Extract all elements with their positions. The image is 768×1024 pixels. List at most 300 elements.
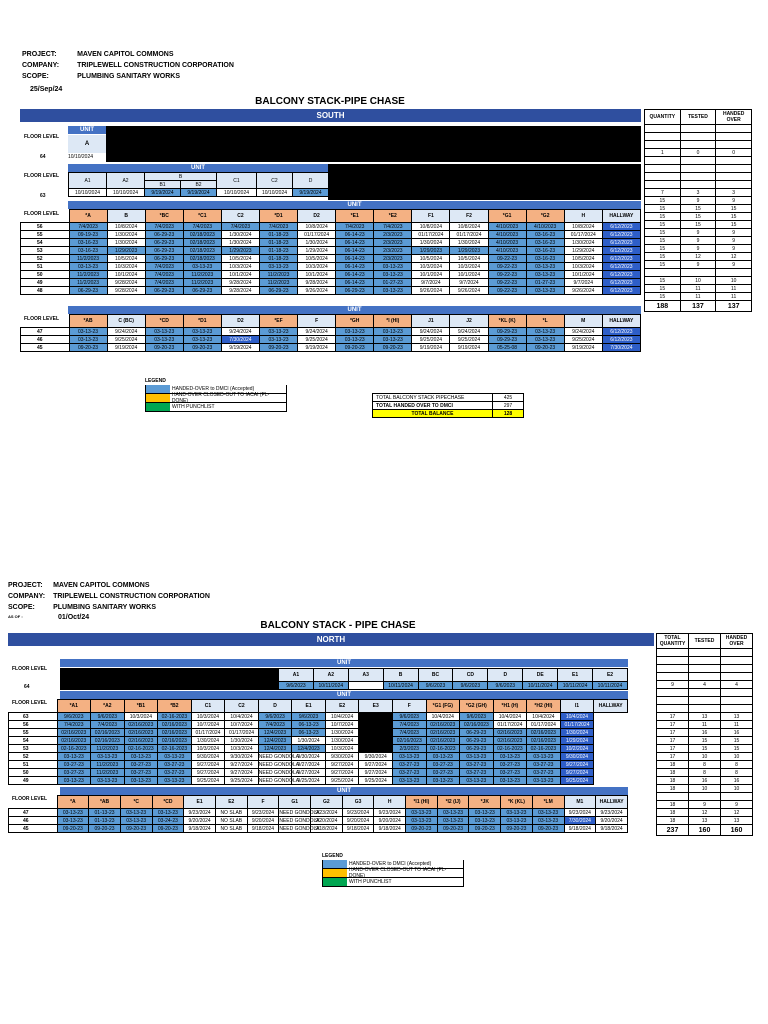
- date-cell: 12/4/2023: [292, 745, 326, 753]
- date-cell: 03-13-23: [120, 817, 152, 825]
- floor-number: 64: [24, 684, 30, 690]
- date-cell: 01/17/2024: [225, 729, 259, 737]
- date-cell: 03-13-23: [526, 328, 564, 336]
- qty-spacer-row: [645, 173, 752, 181]
- unit-cell: *BC: [145, 210, 183, 223]
- summary-label: TOTAL HANDED OVER TO DMCI: [373, 402, 493, 410]
- date-cell: 10/4/2024: [225, 713, 259, 721]
- qty-empty-cell: [645, 141, 681, 149]
- qty-row: [645, 237, 752, 245]
- qty-empty-cell: [721, 665, 753, 673]
- qty-empty-cell: [680, 125, 716, 133]
- date-cell: 06-29-23: [145, 247, 183, 255]
- summary-label: TOTAL BALCONY STACK PIPECHASE: [373, 394, 493, 402]
- date-cell: 11/2/2023: [183, 271, 221, 279]
- unit-cell: D: [293, 173, 329, 189]
- qty-cell: 10: [716, 277, 752, 285]
- spacer-cell: [9, 796, 58, 809]
- qty-cell: 17: [657, 737, 689, 745]
- floor-number: 64: [40, 154, 46, 160]
- date-cell: 02/16/2023: [426, 729, 460, 737]
- date-cell: 06-29-23: [145, 287, 183, 295]
- qty-empty-cell: [689, 793, 721, 801]
- date-cell: 03-13-23: [526, 263, 564, 271]
- date-cell: 03-13-23: [124, 753, 158, 761]
- date-cell: 1/29/2023: [412, 247, 450, 255]
- date-cell: 7/4/2023: [258, 721, 292, 729]
- qty-row: [645, 293, 752, 301]
- date-cell: NEED GONDOLA: [258, 769, 300, 776]
- unit-cell: *C: [120, 796, 152, 809]
- qty-spacer-row: [657, 697, 753, 705]
- date-cell: 9/27/2024: [292, 769, 326, 777]
- qty-cell: 15: [680, 221, 716, 229]
- qty-empty-cell: [689, 697, 721, 705]
- date-cell: 9/23/2024: [564, 809, 596, 817]
- date-cell: 10/8/2024: [564, 223, 602, 231]
- scope-name: PLUMBING SANITARY WORKS: [77, 73, 181, 80]
- date-cell: 02/16/2023: [91, 729, 125, 737]
- floor-number: 46: [21, 336, 70, 344]
- qty-row: [657, 769, 753, 777]
- unit-cell: B: [145, 173, 217, 181]
- table-row: [9, 825, 628, 833]
- qty-cell: 15: [645, 197, 681, 205]
- date-cell: 01/17/2024: [493, 721, 527, 729]
- date-cell: 10/1/2024: [298, 271, 336, 279]
- legend-item: [145, 403, 287, 412]
- date-cell: 1/29/2023: [107, 247, 145, 255]
- qty-header: TESTED: [680, 110, 716, 125]
- qty-header: HANDED OVER: [716, 110, 752, 125]
- table-row: [9, 745, 628, 753]
- date-cell: 9/27/2024: [191, 769, 225, 777]
- date-cell: 7/4/2023: [259, 223, 297, 231]
- date-cell: 9/25/2024: [564, 336, 602, 344]
- date-cell: 9/23/2024: [342, 809, 374, 817]
- date-cell: NO SLAB: [215, 817, 247, 825]
- date-cell: 02/16/2023: [158, 737, 192, 745]
- floor-number: 54: [9, 737, 58, 745]
- qty-total-cell: 237: [657, 825, 689, 836]
- table-row: [9, 729, 628, 737]
- unit-cell: HALLWAY: [596, 796, 628, 809]
- date-cell: 06-29-23: [460, 729, 494, 737]
- legend-swatch: [146, 403, 170, 411]
- qty-cell: 17: [657, 745, 689, 753]
- qty-cell: 11: [716, 293, 752, 301]
- qty-total-cell: 188: [645, 301, 681, 312]
- qty-spacer-row: [645, 133, 752, 141]
- date-cell: 03-13-23: [426, 777, 460, 785]
- date-cell: 01-27-23: [526, 279, 564, 287]
- date-cell: 6/12/2023: [602, 255, 640, 263]
- date-cell: 9/23/2024: [311, 809, 343, 817]
- date-cell: 9/20/2024: [311, 817, 343, 825]
- qty-cell: 7: [645, 189, 681, 197]
- date-cell: 1/30/2024: [450, 239, 488, 247]
- qty-cell: 12: [680, 253, 716, 261]
- date-cell: 6/12/2023: [602, 231, 640, 239]
- qty-cell: 15: [645, 213, 681, 221]
- date-cell: 10/3/2024: [124, 713, 158, 721]
- qty-spacer-row: [657, 705, 753, 713]
- company-label: COMPANY:: [22, 62, 60, 69]
- qty-empty-cell: [680, 141, 716, 149]
- date-cell: 10/4/2024: [325, 713, 359, 721]
- unit-cell: B2: [181, 181, 217, 189]
- date-cell: 03-27-23: [124, 761, 158, 769]
- section-band: SOUTH: [20, 109, 641, 122]
- report-date: 01/Oct/24: [58, 614, 90, 621]
- table-row: [21, 287, 641, 295]
- qty-cell: 16: [689, 777, 721, 785]
- unit-cell: *G1: [488, 210, 526, 223]
- date-cell: 11/2/2023: [91, 761, 125, 769]
- asof-label: AS OF :: [8, 614, 23, 619]
- date-cell: 9/25/2024: [325, 777, 359, 785]
- date-cell: 9/27/2024: [359, 761, 393, 769]
- table-row: [9, 713, 628, 721]
- date-cell: 02-16-2023: [57, 745, 91, 753]
- date-cell: 9/19/2024: [145, 189, 181, 197]
- date-cell: 10/10/2024: [217, 189, 257, 197]
- qty-cell: 15: [716, 205, 752, 213]
- date-cell: 03-27-23: [460, 769, 494, 777]
- project-name: MAVEN CAPITOL COMMONS: [53, 582, 150, 589]
- date-cell: 7/30/2024: [221, 336, 259, 344]
- qty-row: [657, 753, 753, 761]
- floor-number: 55: [9, 729, 58, 737]
- qty-cell: 15: [645, 205, 681, 213]
- legend-text: WITH PUNCHLIST: [349, 879, 392, 885]
- qty-cell: 15: [645, 229, 681, 237]
- qty-row: [645, 229, 752, 237]
- date-cell: 9/19/2024: [107, 344, 145, 352]
- date-cell: 03-27-23: [426, 769, 460, 777]
- floor-number: 52: [9, 753, 58, 761]
- date-cell: 10/8/2024: [298, 223, 336, 231]
- unit-cell: E2: [325, 700, 359, 713]
- qty-cell: 15: [689, 737, 721, 745]
- unit-cell: C2: [225, 700, 259, 713]
- date-cell: 10/4/2024: [493, 713, 527, 721]
- unit-cell: A2: [107, 173, 145, 189]
- unit-header-row: [279, 669, 628, 682]
- unit-bar: UNIT: [68, 164, 328, 172]
- qty-row: [645, 189, 752, 197]
- unit-bar: UNIT: [60, 659, 628, 667]
- unit-cell: E1: [558, 669, 593, 682]
- qty-cell: 18: [657, 817, 689, 825]
- date-cell: 03-13-23: [69, 336, 107, 344]
- date-cell: 1/30/2024: [225, 737, 259, 745]
- qty-total-row: [657, 825, 753, 836]
- date-cell: 09-20-23: [437, 825, 469, 833]
- date-cell: 9/27/2024: [225, 761, 259, 769]
- unit-cell: F: [298, 315, 336, 328]
- date-cell: 1/30/2024: [560, 729, 594, 737]
- report2-header: [8, 580, 214, 613]
- blackout-cell: [359, 745, 393, 753]
- qty-empty-cell: [680, 165, 716, 173]
- unit-cell: G3: [342, 796, 374, 809]
- summary-label: TOTAL BALANCE: [373, 410, 493, 418]
- date-cell: 10/8/2024: [412, 223, 450, 231]
- date-cell: 11/2/2023: [69, 279, 107, 287]
- date-cell: 7/4/2023: [392, 721, 426, 729]
- date-cell: 9/25/2024: [560, 777, 594, 785]
- qty-cell: 15: [645, 261, 681, 269]
- qty-header: HANDED OVER: [721, 634, 753, 649]
- date-cell: 03-27-23: [57, 761, 91, 769]
- scope-label: SCOPE:: [22, 73, 49, 80]
- date-cell: 09-20-23: [57, 825, 89, 833]
- qty-row: [645, 277, 752, 285]
- date-cell: 10/1/2024: [564, 271, 602, 279]
- date-cell: 06-14-23: [336, 239, 374, 247]
- date-cell: 9/26/2024: [412, 287, 450, 295]
- qty-cell: 15: [721, 737, 753, 745]
- unit-cell: G1: [279, 796, 311, 809]
- date-cell: 10/3/2024: [564, 263, 602, 271]
- unit-cell: DE: [523, 669, 558, 682]
- qty-cell: 10: [689, 785, 721, 793]
- qty-cell: 10: [689, 753, 721, 761]
- date-cell: 9/20/2024: [184, 817, 216, 825]
- qty-empty-cell: [689, 649, 721, 657]
- table-row: [9, 737, 628, 745]
- date-cell: 7/4/2023: [145, 279, 183, 287]
- qty-cell: 17: [657, 721, 689, 729]
- date-cell: 9/24/2024: [564, 328, 602, 336]
- date-cell: 03-13-23: [526, 271, 564, 279]
- date-cell: 9/28/2024: [298, 279, 336, 287]
- qty-row: [645, 253, 752, 261]
- qty-row: [657, 801, 753, 809]
- unit-cell: A2: [313, 669, 348, 682]
- qty-spacer-row: [645, 165, 752, 173]
- unit-cell: E2: [215, 796, 247, 809]
- qty-cell: 15: [645, 221, 681, 229]
- qty-cell: 8: [721, 761, 753, 769]
- summary-value: 297: [493, 402, 524, 410]
- date-cell: 03-13-23: [374, 336, 412, 344]
- date-cell: 9/6/2023: [418, 682, 453, 690]
- unit-cell: BC: [418, 669, 453, 682]
- qty-spacer-row: [657, 673, 753, 681]
- table-row: [21, 271, 641, 279]
- qty-empty-cell: [680, 157, 716, 165]
- date-cell: 02/16/2023: [124, 721, 158, 729]
- table-row: [21, 239, 641, 247]
- blackout-block: [328, 164, 641, 200]
- date-cell: 1/29/2024: [564, 247, 602, 255]
- qty-empty-cell: [680, 269, 716, 277]
- date-cell: 06-13-23: [292, 729, 326, 737]
- section-band: NORTH: [8, 633, 654, 646]
- date-cell: 1/30/2024: [298, 239, 336, 247]
- unit-cell: B1: [145, 181, 181, 189]
- date-cell: 6/12/2023: [602, 223, 640, 231]
- date-cell: 03-13-23: [526, 336, 564, 344]
- date-cell: 9/24/2024: [107, 328, 145, 336]
- unit-cell: *AB: [89, 796, 121, 809]
- date-cell: 1/29/2023: [221, 247, 259, 255]
- date-cell: 9/30/2024: [292, 753, 326, 761]
- qty-row: [657, 729, 753, 737]
- date-cell: 03-13-23: [183, 263, 221, 271]
- qty-row: [657, 721, 753, 729]
- qty-cell: 15: [721, 745, 753, 753]
- unit-cell: D: [488, 669, 523, 682]
- legend: [322, 853, 464, 887]
- qty-header: TOTAL QUANTITY: [657, 634, 689, 649]
- qty-cell: 11: [716, 285, 752, 293]
- date-cell: 1/30/2024: [412, 239, 450, 247]
- qty-empty-cell: [645, 133, 681, 141]
- qty-cell: 9: [657, 681, 689, 689]
- date-cell: 03-13-23: [392, 753, 426, 761]
- spacer-cell: [21, 315, 70, 328]
- floor-number: 51: [21, 263, 70, 271]
- qty-total-cell: 137: [680, 301, 716, 312]
- date-cell: NEED GONDOLA: [258, 753, 300, 760]
- floor-number: 53: [21, 247, 70, 255]
- qty-total-row: [645, 301, 752, 312]
- date-cell: 03-16-23: [526, 247, 564, 255]
- unit-cell: *G1 (FG): [426, 700, 460, 713]
- qty-cell: 15: [689, 745, 721, 753]
- date-cell: 7/4/2023: [392, 729, 426, 737]
- date-cell: 02-16-2023: [426, 745, 460, 753]
- date-cell: 4/10/2023: [488, 247, 526, 255]
- date-cell: 01/17/2024: [191, 729, 225, 737]
- qty-cell: 11: [689, 721, 721, 729]
- qty-empty-cell: [657, 657, 689, 665]
- unit-cell: D2: [298, 210, 336, 223]
- report-title: BALCONY STACK-PIPE CHASE: [255, 96, 405, 107]
- qty-cell: 8: [721, 769, 753, 777]
- legend-text: HAND-OVER CLOSED-OUT TO IACAI (PL- DONE): [171, 392, 270, 404]
- date-cell: 9/6/2023: [292, 713, 326, 721]
- qty-header: QUANTITY: [645, 110, 681, 125]
- unit-cell: *A: [69, 210, 107, 223]
- date-cell: 9/19/2024: [298, 344, 336, 352]
- date-cell: 9/24/2024: [298, 328, 336, 336]
- date-cell: 03-27-23: [158, 769, 192, 777]
- date-cell: 03-13-23: [532, 809, 564, 817]
- qty-empty-cell: [716, 165, 752, 173]
- date-cell: 09-20-23: [336, 344, 374, 352]
- floor-level-label: FLOOR LEVEL: [24, 316, 59, 322]
- spacer-cell: [21, 210, 70, 223]
- date-cell: 06-29-23: [183, 287, 221, 295]
- date-cell: 06-14-23: [336, 279, 374, 287]
- floor-number: 52: [21, 255, 70, 263]
- legend-swatch: [146, 394, 170, 402]
- date-cell: 1/30/2024: [107, 239, 145, 247]
- scope-label: SCOPE:: [8, 604, 35, 611]
- north-upper-table: [8, 699, 628, 785]
- date-cell: 01-18-23: [259, 239, 297, 247]
- unit-cell: *A1: [57, 700, 91, 713]
- date-cell: 2/3/2023: [374, 247, 412, 255]
- qty-cell: 9: [680, 237, 716, 245]
- date-cell: NO SLAB: [215, 825, 247, 833]
- qty-empty-cell: [645, 157, 681, 165]
- date-cell: 03-13-23: [124, 777, 158, 785]
- date-cell: 9/6/2023: [258, 713, 292, 721]
- date-cell: 9/23/2024: [247, 809, 279, 817]
- date-cell: 6/12/2023: [602, 239, 640, 247]
- date-cell: 9/19/2024: [181, 189, 217, 197]
- date-cell: 10/2/2024: [560, 745, 594, 753]
- unit-cell: E3: [359, 700, 393, 713]
- date-cell: 9/27/2024: [225, 769, 259, 777]
- qty-cell: 3: [716, 189, 752, 197]
- date-cell: 03-13-23: [501, 809, 533, 817]
- qty-cell: 4: [689, 681, 721, 689]
- qty-header-row: [657, 634, 753, 649]
- date-cell: 9/27/2024: [325, 761, 359, 769]
- unit-cell: *A2: [91, 700, 125, 713]
- date-cell: 9/18/2024: [342, 825, 374, 833]
- date-cell: 2/3/2023: [374, 231, 412, 239]
- date-cell: 03-13-23: [493, 753, 527, 761]
- qty-empty-cell: [680, 181, 716, 189]
- date-cell: 09-29-23: [488, 336, 526, 344]
- date-cell: 9/6/2023: [460, 713, 494, 721]
- unit-cell: C1: [217, 173, 257, 189]
- floor-number: 49: [9, 777, 58, 785]
- unit-cell: *I (HI): [374, 315, 412, 328]
- unit-cell: *D1: [259, 210, 297, 223]
- unit-cell: I1: [560, 700, 594, 713]
- qty-total-cell: 160: [689, 825, 721, 836]
- unit-cell: *H2 (HI): [527, 700, 561, 713]
- date-cell: 9/20/2024: [342, 817, 374, 825]
- date-cell: 10/5/2024: [107, 255, 145, 263]
- date-cell: 06-29-23: [69, 287, 107, 295]
- date-cell: 9/6/2023: [279, 682, 314, 690]
- unit-cell: *I2 (IJ): [437, 796, 469, 809]
- date-cell: 03-27-23: [460, 761, 494, 769]
- unit-cell: H: [374, 796, 406, 809]
- unit-cell: J1: [412, 315, 450, 328]
- qty-spacer-row: [645, 181, 752, 189]
- unit-cell: E1: [184, 796, 216, 809]
- scope-name: PLUMBING SANITARY WORKS: [53, 604, 157, 611]
- summary-value: 425: [493, 394, 524, 402]
- qty-total-cell: 137: [716, 301, 752, 312]
- date-cell: 01/17/2024: [560, 721, 594, 729]
- qty-row: [657, 681, 753, 689]
- date-cell: 03-13-23: [426, 753, 460, 761]
- date-cell: 10/11/2024: [593, 682, 628, 690]
- qty-empty-cell: [721, 697, 753, 705]
- date-cell: 10/3/2024: [107, 263, 145, 271]
- unit-cell: C (BC): [107, 315, 145, 328]
- qty-cell: 9: [721, 801, 753, 809]
- qty-cell: 9: [716, 197, 752, 205]
- date-cell: 10/3/2024: [225, 745, 259, 753]
- unit-cell: *H1 (H): [493, 700, 527, 713]
- date-cell: 01-27-23: [374, 279, 412, 287]
- floor-level-label: FLOOR LEVEL: [12, 796, 47, 802]
- date-cell: 9/18/2024: [311, 825, 343, 833]
- floor-number: 45: [21, 344, 70, 352]
